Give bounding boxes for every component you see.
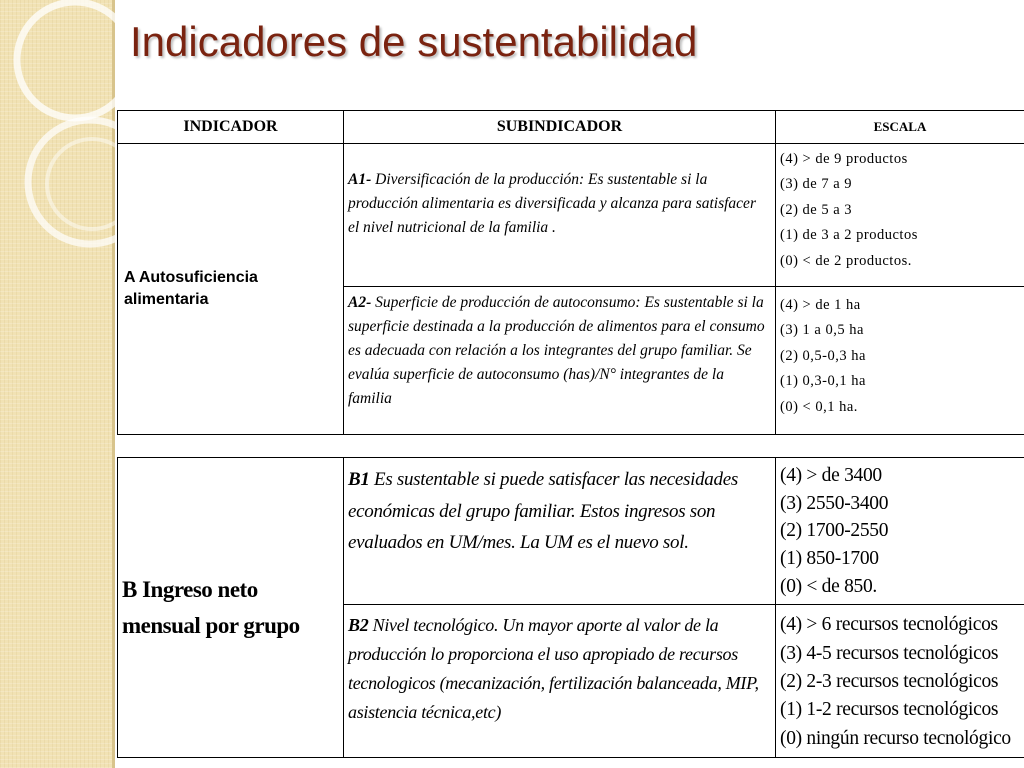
scale-item: (1) 1-2 recursos tecnológicos <box>780 699 999 721</box>
subindicator-b1 <box>344 458 776 605</box>
scale-item: (0) < de 850. <box>780 575 877 597</box>
scale-item: (1) 850-1700 <box>780 548 879 570</box>
scale-item: (2) 0,5-0,3 ha <box>780 347 866 364</box>
header-escala: ESCALA <box>776 111 1024 144</box>
scale-item: (2) 2-3 recursos tecnológicos <box>780 670 999 692</box>
subindicator-code: A2- <box>348 294 372 311</box>
subindicator-text: Nivel tecnológico. Un mayor aporte al valor de la producción lo proporciona el uso apropiado de recursos tecnologicos (mecanización, fertilización balanceada, MIP, asistencia técnica,etc) <box>348 615 759 722</box>
subindicator-a1 <box>344 144 776 287</box>
scale-item: (0) ningún recurso tecnológico <box>780 727 1011 749</box>
scale-item: (4) > de 9 productos <box>780 151 908 167</box>
subindicator-code: A1- <box>348 171 372 188</box>
scale-a2 <box>776 287 1024 435</box>
page-title: Indicadores de sustentabilidad <box>130 18 698 65</box>
subindicator-text: Superficie de producción de autoconsumo: Es sustentable si la superficie destinada a la producción de alimentos para el consumo es adecuada con relación a los integrantes del grupo familiar. Se evalúa superficie de autoconsumo (has)/N° integrantes de la familia <box>348 294 765 408</box>
scale-item: (4) > de 1 ha <box>780 297 861 313</box>
subindicator-b2 <box>344 605 776 758</box>
scale-b2 <box>776 605 1024 758</box>
scale-item: (0) < 0,1 ha. <box>780 398 858 415</box>
subindicator-text: Diversificación de la producción: Es sustentable si la producción alimentaria es diversificada y alcanza para satisfacer el nivel nutricional de la familia . <box>348 171 756 237</box>
scale-item: (1) 0,3-0,1 ha <box>780 373 866 390</box>
table-row <box>118 144 1024 287</box>
scale-item: (0) < de 2 productos. <box>780 252 912 269</box>
scale-a1 <box>776 144 1024 287</box>
header-indicador: INDICADOR <box>118 111 344 144</box>
scale-item: (2) 1700-2550 <box>780 520 889 542</box>
subindicator-a2 <box>344 287 776 435</box>
scale-b1 <box>776 458 1024 605</box>
scale-item: (3) 4-5 recursos tecnológicos <box>780 642 999 664</box>
scale-item: (2) de 5 a 3 <box>780 201 853 218</box>
indicators-table-a <box>117 110 1024 435</box>
header-subindicador: SUBINDICADOR <box>344 111 776 144</box>
subindicator-code: B1 <box>348 469 370 490</box>
scale-item: (3) 1 a 0,5 ha <box>780 322 864 339</box>
decorative-circles <box>0 0 125 260</box>
indicator-b: B Ingreso neto mensual por grupo <box>118 458 344 758</box>
subindicator-text: Es sustentable si puede satisfacer las necesidades económicas del grupo familiar. Estos ingresos son evaluados en UM/mes. La UM es el nuevo sol. <box>348 469 738 554</box>
indicator-a: A Autosuficiencia alimentaria <box>118 144 344 435</box>
scale-item: (4) > 6 recursos tecnológicos <box>780 614 998 636</box>
subindicator-code: B2 <box>348 615 369 636</box>
table-row <box>118 458 1024 605</box>
scale-item: (4) > de 3400 <box>780 465 882 486</box>
scale-item: (3) 2550-3400 <box>780 492 889 514</box>
indicators-table-b <box>117 457 1024 758</box>
scale-item: (1) de 3 a 2 productos <box>780 227 918 244</box>
scale-item: (3) de 7 a 9 <box>780 176 853 193</box>
table-header-row <box>118 111 1024 144</box>
